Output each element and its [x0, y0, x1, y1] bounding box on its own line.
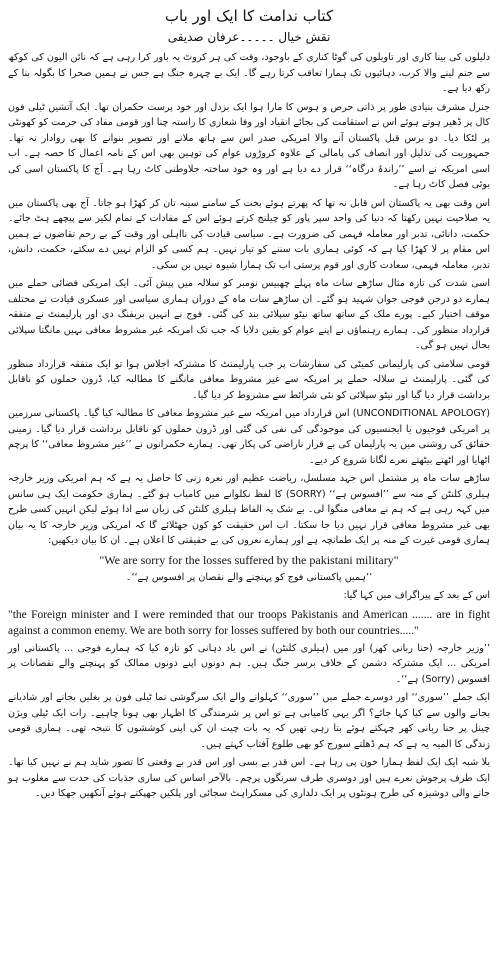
paragraph-3: اس وقت بھی یہ پاکستان اس قابل نہ تھا کہ پھرتے ہوئے بخت کے سامنے سینہ تان کر کھڑا ہو جاتا۔ آج بھی پاکستان میں یہ صلاحیت نہیں رکھتا کہ دنیا کی واحد سپر پاور کو چیلنج کرتے ہوئے اس کے مفادات کے تمام لکیر سے پیچھے ہٹ جائے۔ حکمت، دانائی، تدبر اور معاملہ فہمی کی ضرورت ہے۔ سیاسی قیادت کی نااہلی اور وقت کے بے رحم تقاضوں نے ہمیں اس مقام پر لا کھڑا کیا ہے کہ کوئی ہماری بات سننے کو تیار نہیں۔ ہم کسی کو الزام نہیں دے سکتے، حکمت، دانش، تدبر، معاملہ فہمی، سعادت کاری اور قوم پرستی اب تک ہمارا شیوہ نہیں بن سکی۔	[8, 197, 490, 271]
paragraph-1: دلیلوں کی بینا کاری اور تاویلوں کی گوٹا کناری کے باوجود، وقت کی ہر کروٹ یہ باور کرا رہی ہے کہ نائن الیون کی کوکھ سے جنم لینے والا کرب، دہائیوں تک ہمارا تعاقب کرتا رہے گا۔ ایک بے چہرہ جنگ ہے جس نے ہمیں صحرا کا بگولہ بنا کے رکھ دیا ہے۔	[8, 52, 490, 94]
author-byline: نقش خیال ۔۔۔۔۔عرفان صدیقی	[167, 30, 331, 44]
paragraph-6: (UNCONDITIONAL APOLOGY) اس قرارداد میں امریکہ سے غیر مشروط معافی کا مطالبہ کیا گیا۔ پاکستانی سرزمین پر امریکی فوجیوں یا ایجنسیوں کی موجودگی کی نفی کی گئی اور ڈرون حملوں کو ناقابل برداشت قرار دیا گیا۔ زمینی حقائق کی روشنی میں یہ پارلیمان کی بے قرار ناراضی کی پکار تھی۔ ہمارے حکمرانوں نے ’’غیر مشروط معافی‘‘ کا پرچم اٹھایا اور اٹھتے بیٹھتے نعرے لگانا شروع کر دیے۔	[8, 408, 490, 466]
paragraph-5: قومی سلامتی کی پارلیمانی کمیٹی کی سفارشات پر جب پارلیمنٹ کا مشترکہ اجلاس ہوا تو ایک متفقہ قرارداد منظور کی گئی۔ پارلیمنٹ نے سلالہ حملے پر امریکہ سے غیر مشروط معافی مانگنے کا مطالبہ کیا، ڈرون حملوں کو ناقابل برداشت قرار دیا گیا اور نیٹو سپلائی کو نئی شرائط سے مشروط کر دیا گیا۔	[8, 358, 490, 401]
quote-1-translation: ’’ہمیں پاکستانی فوج کو پہنچنے والے نقصان پر افسوس ہے‘‘۔	[125, 571, 373, 583]
paragraph-8: ’’وزیر خارجہ (حنا ربانی کھر) اور میں (ہیلری کلنٹن) نے اس یاد دہانی کو تازہ کیا کہ ہمارے فوجی ... پاکستانی اور امریکی ... ایک مشترکہ دشمن کے خلاف برسر جنگ ہیں۔ ہم دونوں اپنے دونوں ممالک کو پہنچنے والے نقصانات پر افسوس (Sorry) ہے‘‘۔	[8, 642, 490, 685]
article-title: کتاب ندامت کا ایک اور باب	[164, 7, 334, 25]
paragraph-10: بلا شبہ ایک ایک لفظ ہمارا خون پی رہا ہے۔ اس قدر بے بسی اور اس قدر بے وقعتی کا تصور شاید ہم نے نہیں کیا تھا۔ ایک طرف پرجوش نعرے ہیں اور دوسری طرف سرنگوں پرچم۔ بالآخر اساس کی ساری جذبات کی حدت سے مغلوب ہو جانے والی دوشیزہ کی طرح ہونٹوں پر ایک دلداری کی مسکراہٹ سجائی اور پلکیں جھپکتے ہوئے آنکھیں جھکا دیں۔	[8, 757, 490, 799]
paragraph-2: جنرل مشرف بنیادی طور پر ذاتی حرص و ہوس کا مارا ہوا ایک بزدل اور خود پرست حکمران تھا۔ ایک آتشیں ٹیلی فون کال پر ڈھیر ہوتے ہوئے اس نے استقامت کی بجائے انقیاد اور وفا شعاری کا راستہ چنا اور قومی مفاد کی حرمت کو کھونٹی پر لٹکا دیا۔ دو برس قبل پاکستان آنے والا امریکی صدر اس سے ہاتھ ملانے اور تصویر بنوانے کا بھی روادار نہ تھا۔ جمہوریت کی تذلیل اور انصاف کی پامالی کے علاوہ کروڑوں عوام کی توہین بھی اس کے نامہ اعمال کا حصہ ہے۔ اب اسی امریکہ نے اسے ’’راندۂ درگاہ‘‘ قرار دے دیا ہے اور وہ خود ساختہ جلاوطنی کاٹ رہا ہے۔ آج کا پاکستان اسی کی بوئی فصل کاٹ رہا ہے۔	[8, 101, 490, 190]
english-quote-2: "the Foreign minister and I were reminded that our troops Pakistanis and American ....... are in fight against a common enemy. We are both sorry for losses suffered by both our countries....."	[8, 608, 490, 637]
paragraph-7: ساڑھے سات ماہ پر مشتمل اس جہد مسلسل، ریاضت عظیم اور نعرہ زنی کا حاصل یہ ہے کہ ہم امریکی وزیر خارجہ ہیلری کلنٹن کے منہ سے ’’افسوس ہے‘‘ (SORRY) کا لفظ نکلوانے میں کامیاب ہو گئے۔ ہماری حکومت ایک ہی سانس میں کہہ رہی ہے کہ ہم نے معافی منگوا لی۔ بے شک یہ الفاظ ہیلری کلنٹن کی زبان سے ادا ہوئے لیکن انہیں کسی طرح بھی غیر مشروط معافی قرار نہیں دیا جا سکتا۔ اب اس حقیقت کو کون جھٹلائے گا کہ امریکی وزیر خارجہ کا یہ بیان ہماری قومی غیرت کے منہ پر ایک طمانچہ ہے اور ہمارے نعروں کی بے حقیقتی کا اعلان ہے۔ ان کا بیان دیکھیں:	[8, 473, 491, 546]
article-body	[8, 50, 490, 802]
quote-intro: اس کے بعد کے پیراگراف میں کہا گیا:	[343, 590, 490, 601]
paragraph-4: اسی شدت کی تازہ مثال ساڑھے سات ماہ پہلے چھبیس نومبر کو سلالہ میں پیش آئی۔ ایک امریکی فضائی حملے میں ہمارے دو درجن فوجی جوان شہید ہو گئے۔ ان ساڑھے سات ماہ کے دوران ہماری سیاسی اور عسکری قیادت نے مختلف موقف اختیار کیے۔ پورے ملک کے ساتھ ساتھ نیٹو سپلائی بند کی گئی۔ فوج نے انہیں بریفنگ دی اور پارلیمنٹ نے متفقہ قرارداد منظور کی۔ ہمارے رہنماؤں نے اپنے عوام کو یقین دلایا کہ جب تک امریکہ غیر مشروط معافی نہیں مانگتا سپلائی بحال نہیں ہو گی۔	[8, 278, 490, 351]
paragraph-9: ایک جملے ’’سوری‘‘ اور دوسرے جملے میں ’’سوری‘‘ کہلوانے والے ایک سرگوشی نما ٹیلی فون پر بغلیں بجانے اور شادیانے بجانے والوں سے کیا کہا جائے؟ اگر یہی کامیابی ہے تو اس پر شرمندگی کا اظہار بھی ہونا چاہیے۔ رات ایک ٹیلی ویژن چینل پر حنا ربانی کھر چہکتے ہوئے بتا رہی تھیں کہ یہ بات چیت ان کی اپنی کوششوں کا نتیجہ تھی۔ ہماری قومی زندگی کا المیہ یہ ہے کہ ہم ڈھلتے سورج کو بھی طلوع آفتاب کہتے ہیں۔	[8, 692, 490, 750]
english-quote-1: "We are sorry for the losses suffered by the pakistani military"	[99, 552, 399, 567]
